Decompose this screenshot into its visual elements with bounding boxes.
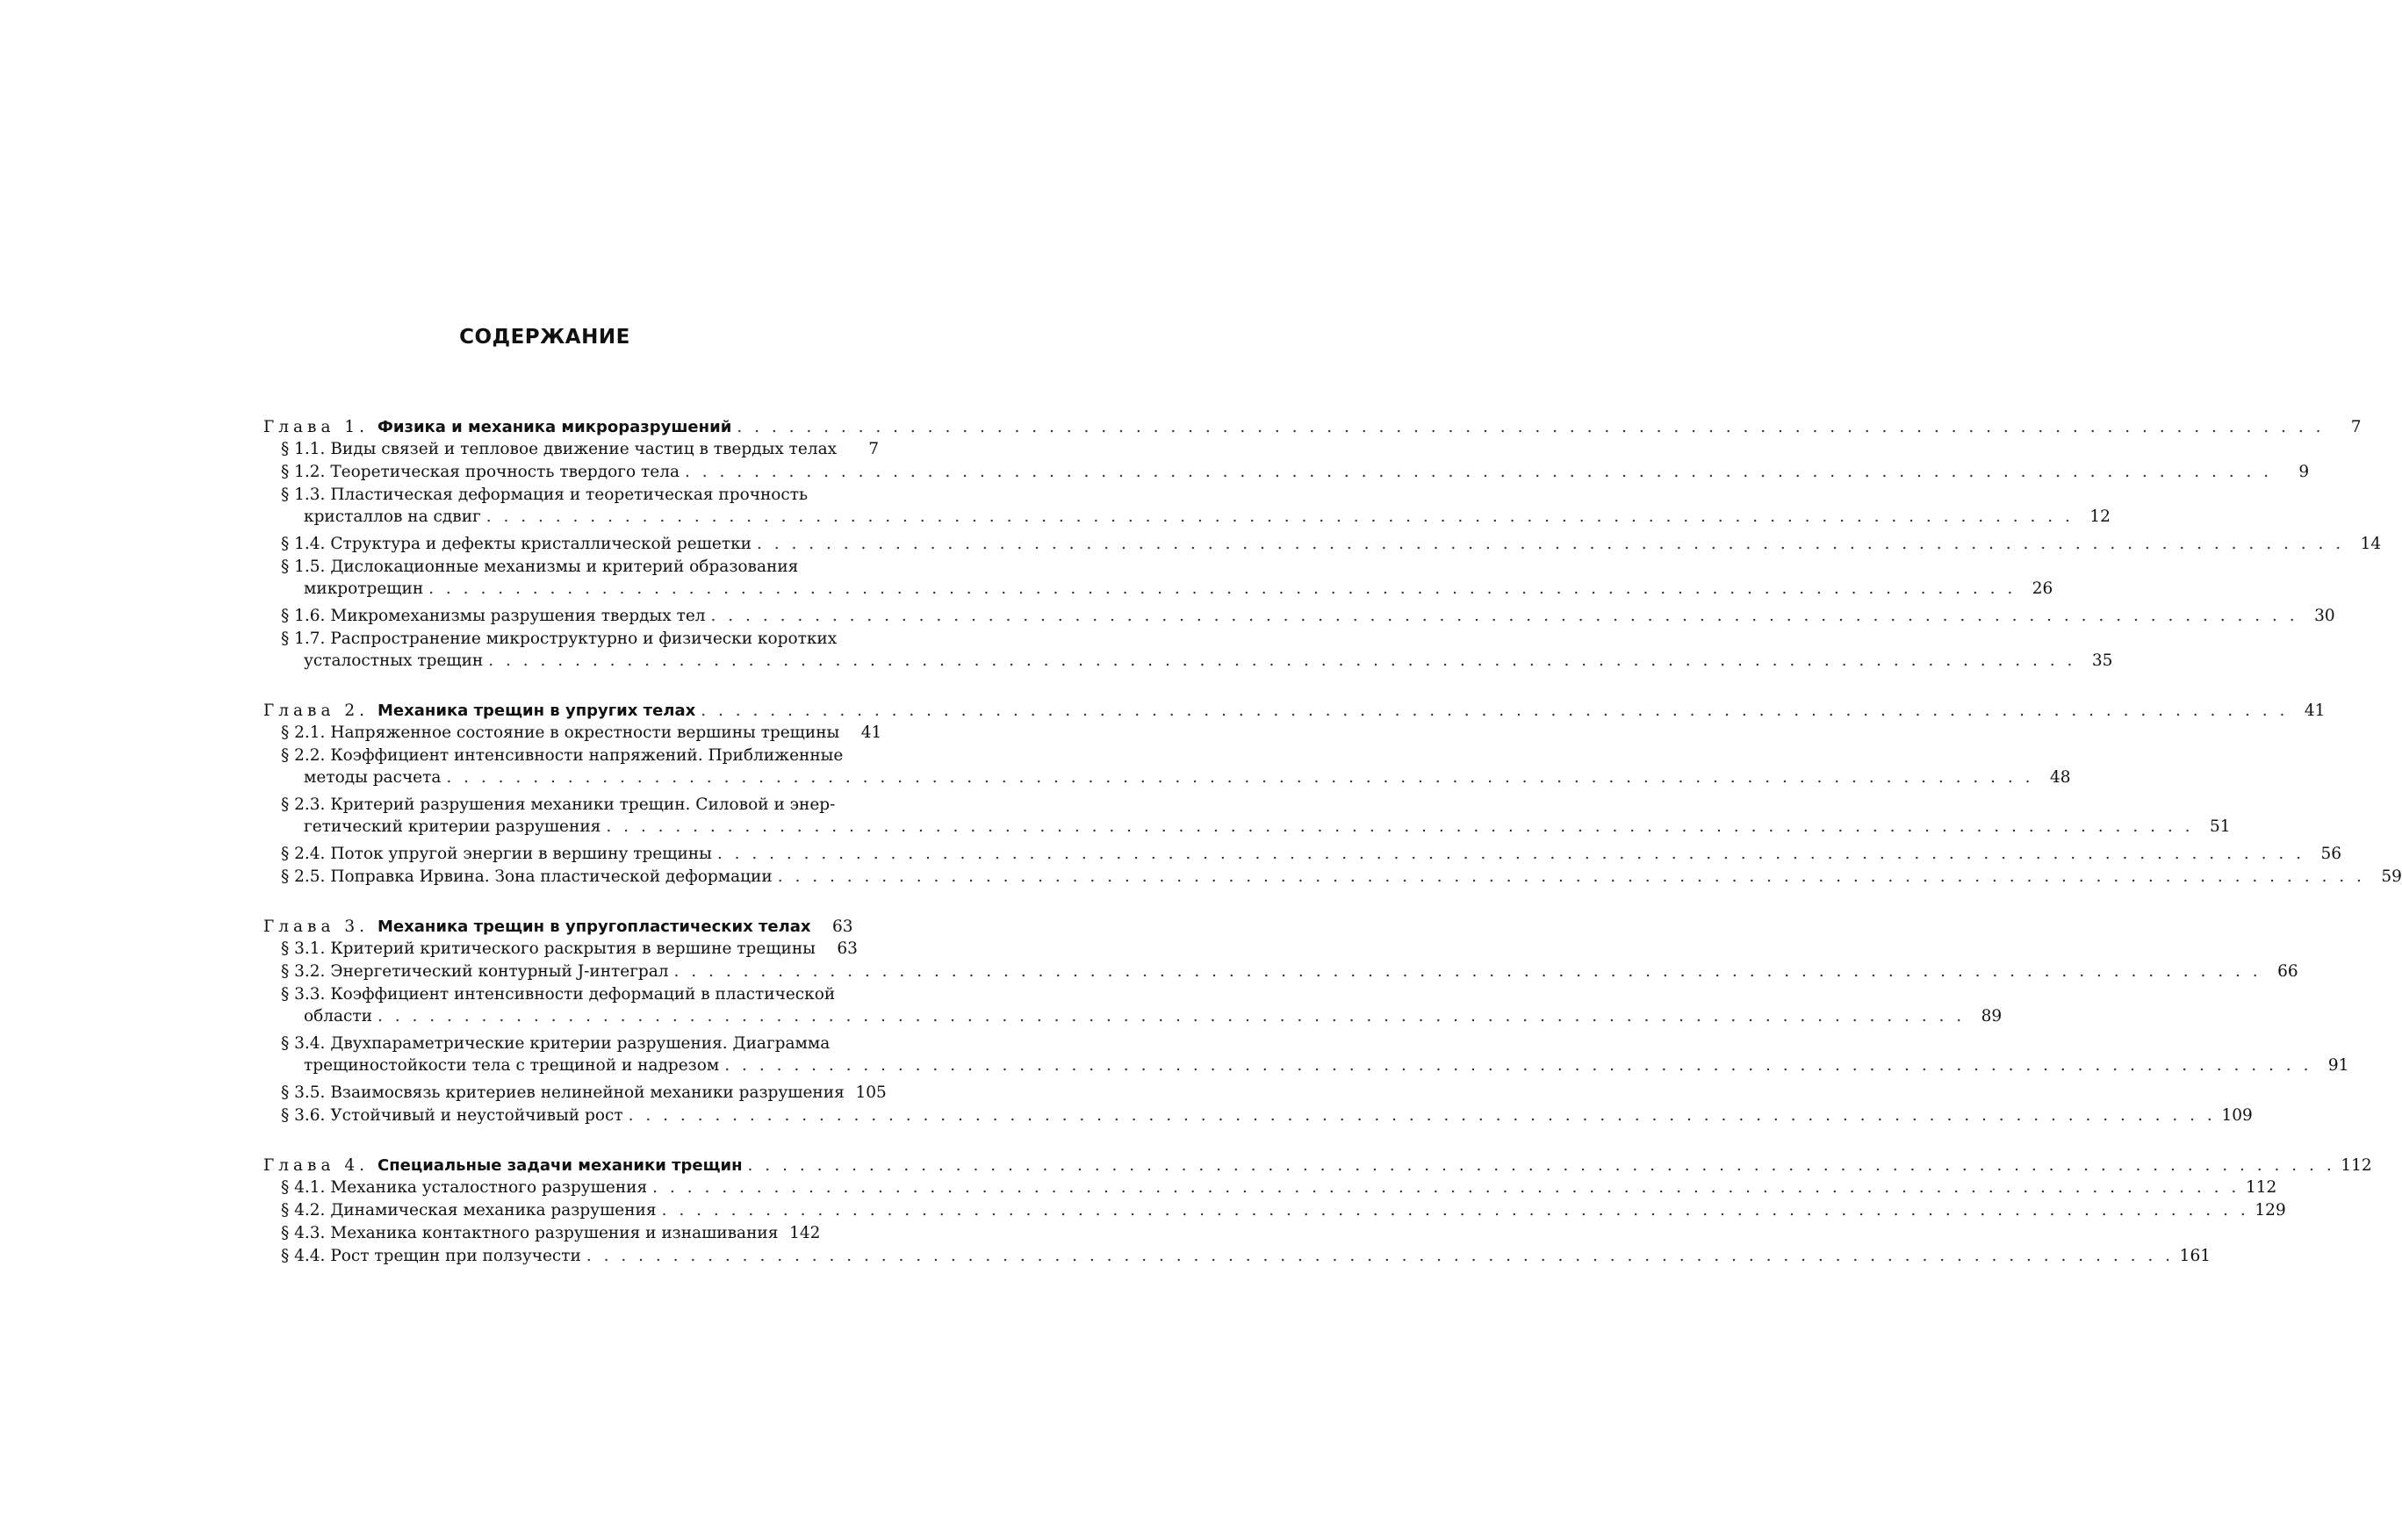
dot-leader: . . . . . . . . . . . . . . . . . . . . . . . . . . . . . . . . . . . . . . . . . . . . . . . . . . . . . . . . . . . . . . . . . . . . . . . . . . . . . . . . . . . . . . . . . . . . [716,845,2305,863]
section-text: § 3.3. Коэффициент интенсивности деформаций в пластической [281,985,836,1004]
section-text: усталостных трещин [304,651,484,670]
section-row [281,938,858,960]
dot-leader: . . . . . . . . . . . . . . . . . . . . . . . . . . . . . . . . . . . . . . . . . . . . . . . . . . . . . . . . . . . . . . . . . . . . . . . . . . . . . . . . . . . . . . . . . . . . [724,1056,2312,1075]
chapter-heading[interactable] [263,700,2326,722]
page-number: 91 [2327,1056,2349,1075]
chapter-label: Глава 2. [263,702,370,720]
table-of-contents [263,416,2402,1295]
section-text: § 1.2. Теоретическая прочность твердого тела [281,463,680,481]
dot-leader: . . . . . . . . . . . . . . . . . . . . . . . . . . . . . . . . . . . . . . . . . . . . . . . . . . . . . . . . . . . . . . . . . . . . . . . . . . . . . . . . . . . . . . . . . . . . [747,1156,2335,1175]
chapter-title: Механика трещин в упругих телах [378,702,696,720]
section-continuation [281,506,2111,528]
section-text: кристаллов на сдвиг [304,507,481,526]
section-text: § 2.3. Критерий разрушения механики трещин. Силовой и энер- [281,795,836,814]
page-number: 109 [2221,1106,2253,1125]
toc-chapter [263,916,2349,1126]
section-text: § 3.5. Взаимосвязь критериев нелинейной механики разрушения [281,1083,845,1102]
chapter-label: Глава 4. [263,1156,370,1175]
page-number: 59 [2381,867,2402,886]
dot-leader: . . . . . . . . . . . . . . . . . . . . . . . . . . . . . . . . . . . . . . . . . . . . . . . . . . . . . . . . . . . . . . . . . . . . . . . . . . . . . . . . . . . . . . . . . . . . [428,579,2017,598]
chapter-title: Физика и механика микроразрушений [378,418,732,436]
chapter-heading[interactable] [263,916,853,938]
section-text: § 4.4. Рост трещин при ползучести [281,1247,581,1265]
section-text: § 1.7. Распространение микроструктурно и физически коротких [281,630,838,648]
section-text: § 3.4. Двухпараметрические критерии разрушения. Диаграмма [281,1034,831,1053]
section-continuation [281,816,2231,838]
section-continuation [281,1054,2349,1076]
section-text: § 2.2. Коэффициент интенсивности напряжений. Приближенные [281,746,844,765]
toc-section[interactable] [263,628,2113,672]
page-number: 48 [2050,768,2071,787]
page-number: 63 [831,918,853,936]
toc-section[interactable] [263,938,858,960]
section-text: § 4.2. Динамическая механика разрушения [281,1201,657,1220]
toc-chapter [263,416,2382,672]
dot-leader: . . . . . . . . . . . . . . . . . . . . . . . . . . . . . . . . . . . . . . . . . . . . . . . . . . . . . . . . . . . . . . . . . . . . . . . . . . . . . . . . . . . . . . . . . . . . [661,1201,2249,1220]
section-text: трещиностойкости тела с трещиной и надрезом [304,1056,720,1075]
section-text: микротрещин [304,579,424,598]
section-continuation [281,650,2113,672]
dot-leader: . . . . . . . . . . . . . . . . . . . . . . . . . . . . . . . . . . . . . . . . . . . . . . . . . . . . . . . . . . . . . . . . . . . . . . . . . . . . . . . . . . . . . . . . . . . . [710,607,2298,625]
dot-leader: . . . . . . . . . . . . . . . . . . . . . . . . . . . . . . . . . . . . . . . . . . . . . . . . . . . . . . . . . . . . . . . . . . . . . . . . . . . . . . . . . . . . . . . . . . . . [488,651,2076,670]
section-row [281,1222,821,1244]
section-text: § 2.5. Поправка Ирвина. Зона пластической деформации [281,867,773,886]
section-text: § 1.4. Структура и дефекты кристаллической решетки [281,535,752,553]
page-number: 26 [2032,579,2053,598]
page-title: СОДЕРЖАНИЕ [459,326,630,349]
section-row [281,843,2341,865]
page-number: 63 [837,939,858,958]
toc-section[interactable] [263,961,2298,982]
toc-section[interactable] [263,866,2402,888]
dot-leader: . . . . . . . . . . . . . . . . . . . . . . . . . . . . . . . . . . . . . . . . . . . . . . . . . . . . . . . . . . . . . . . . . . . . . . . . . . . . . . . . . . . . . . . . . . . . [684,463,2273,481]
toc-section[interactable] [263,461,2310,483]
section-row [281,1245,2211,1267]
toc-section[interactable] [263,843,2341,865]
page-number: 105 [855,1083,887,1102]
page-number: 35 [2091,651,2113,670]
section-text: § 1.5. Дислокационные механизмы и критерий образования [281,558,799,576]
dot-leader: . . . . . . . . . . . . . . . . . . . . . . . . . . . . . . . . . . . . . . . . . . . . . . . . . . . . . . . . . . . . . . . . . . . . . . . . . . . . . . . . . . . . . . . . . . . . [485,507,2074,526]
page-number: 9 [2298,463,2310,481]
section-first-line [281,1033,831,1054]
toc-section[interactable] [263,1082,887,1104]
section-text: § 1.6. Микромеханизмы разрушения твердых тел [281,607,706,625]
section-text: методы расчета [304,768,442,787]
chapter-heading-text [263,1155,743,1177]
dot-leader: . . . . . . . . . . . . . . . . . . . . . . . . . . . . . . . . . . . . . . . . . . . . . . . . . . . . . . . . . . . . . . . . . . . . . . . . . . . . . . . . . . . . . . . . . . . . [446,768,2034,787]
section-first-line [281,628,838,650]
section-first-line [281,484,818,506]
page-number: 51 [2209,817,2231,836]
page-number: 112 [2341,1156,2372,1175]
section-text: § 2.4. Поток упругой энергии в вершину трещины [281,845,712,863]
section-first-line [281,556,818,578]
section-text: гетический критерии разрушения [304,817,601,836]
section-first-line [281,983,836,1005]
toc-section[interactable] [263,533,2382,555]
dot-leader: . . . . . . . . . . . . . . . . . . . . . . . . . . . . . . . . . . . . . . . . . . . . . . . . . . . . . . . . . . . . . . . . . . . . . . . . . . . . . . . . . . . . . . . . . . . . [756,535,2345,553]
section-text: § 3.2. Энергетический контурный J-интеграл [281,962,669,981]
dot-leader: . . . . . . . . . . . . . . . . . . . . . . . . . . . . . . . . . . . . . . . . . . . . . . . . . . . . . . . . . . . . . . . . . . . . . . . . . . . . . . . . . . . . . . . . . . . . [377,1007,1966,1025]
toc-section[interactable] [263,1033,2349,1076]
chapter-label: Глава 1. [263,418,370,436]
section-text: области [304,1007,372,1025]
page-number: 7 [868,440,880,458]
toc-section[interactable] [263,1105,2253,1126]
dot-leader: . . . . . . . . . . . . . . . . . . . . . . . . . . . . . . . . . . . . . . . . . . . . . . . . . . . . . . . . . . . . . . . . . . . . . . . . . . . . . . . . . . . . . . . . . . . . [673,962,2262,981]
chapter-title: Специальные задачи механики трещин [378,1156,743,1175]
dot-leader: . . . . . . . . . . . . . . . . . . . . . . . . . . . . . . . . . . . . . . . . . . . . . . . . . . . . . . . . . . . . . . . . . . . . . . . . . . . . . . . . . . . . . . . . . . . . [652,1178,2240,1197]
page-number: 56 [2320,845,2341,863]
chapter-heading-text [263,700,695,722]
section-text: § 4.3. Механика контактного разрушения и изнашивания [281,1224,779,1242]
section-text: § 3.6. Устойчивый и неустойчивый рост [281,1106,623,1125]
section-text: § 2.1. Напряженное состояние в окрестности вершины трещины [281,723,840,742]
toc-section[interactable] [263,722,882,744]
page-number: 7 [2350,418,2362,436]
toc-section[interactable] [263,794,2231,838]
dot-leader: . . . . . . . . . . . . . . . . . . . . . . . . . . . . . . . . . . . . . . . . . . . . . . . . . . . . . . . . . . . . . . . . . . . . . . . . . . . . . . . . . . . . . . . . . . . . [628,1106,2216,1125]
dot-leader: . . . . . . . . . . . . . . . . . . . . . . . . . . . . . . . . . . . . . . . . . . . . . . . . . . . . . . . . . . . . . . . . . . . . . . . . . . . . . . . . . . . . . . . . . . . . [606,817,2194,836]
dot-leader: . . . . . . . . . . . . . . . . . . . . . . . . . . . . . . . . . . . . . . . . . . . . . . . . . . . . . . . . . . . . . . . . . . . . . . . . . . . . . . . . . . . . . . . . . . . . [701,702,2289,720]
section-row [281,1082,887,1104]
page-number: 66 [2277,962,2298,981]
chapter-heading-text [263,916,811,938]
page-number: 161 [2179,1247,2211,1265]
page-number: 89 [1981,1007,2003,1025]
section-continuation [281,1005,2003,1027]
section-first-line [281,794,836,816]
toc-section[interactable] [263,745,2071,788]
section-row [281,438,880,460]
toc-section[interactable] [263,1199,2286,1221]
toc-section[interactable] [263,605,2335,627]
page-number: 12 [2089,507,2111,526]
dot-leader: . . . . . . . . . . . . . . . . . . . . . . . . . . . . . . . . . . . . . . . . . . . . . . . . . . . . . . . . . . . . . . . . . . . . . . . . . . . . . . . . . . . . . . . . . . . . [777,867,2365,886]
section-continuation [281,766,2071,788]
section-row [281,722,882,744]
page-number: 112 [2246,1178,2277,1197]
page-number: 41 [2304,702,2326,720]
page-number: 30 [2314,607,2335,625]
section-first-line [281,745,844,766]
page-number: 129 [2255,1201,2286,1220]
section-text: § 3.1. Критерий критического раскрытия в вершине трещины [281,939,816,958]
section-row [281,961,2298,982]
toc-section[interactable] [263,1177,2277,1198]
section-text: § 1.3. Пластическая деформация и теоретическая прочность [281,486,809,504]
section-row [281,866,2402,888]
section-text: § 4.1. Механика усталостного разрушения [281,1178,648,1197]
toc-section[interactable] [263,556,2053,600]
chapter-heading[interactable] [263,416,2362,438]
section-row [281,461,2310,483]
toc-section[interactable] [263,983,2003,1027]
toc-chapter [263,700,2402,888]
toc-section[interactable] [263,438,880,460]
section-continuation [281,578,2053,600]
section-text: § 1.1. Виды связей и тепловое движение частиц в твердых телах [281,440,838,458]
toc-section[interactable] [263,484,2111,528]
page-number: 14 [2360,535,2382,553]
dot-leader: . . . . . . . . . . . . . . . . . . . . . . . . . . . . . . . . . . . . . . . . . . . . . . . . . . . . . . . . . . . . . . . . . . . . . . . . . . . . . . . . . . . . . . . . . . . . [737,418,2325,436]
toc-chapter [263,1155,2372,1267]
section-row [281,1177,2277,1198]
chapter-heading-text [263,416,731,438]
section-row [281,1199,2286,1221]
toc-section[interactable] [263,1222,821,1244]
toc-section[interactable] [263,1245,2211,1267]
chapter-heading[interactable] [263,1155,2372,1177]
chapter-label: Глава 3. [263,918,370,936]
section-row [281,533,2382,555]
page-number: 41 [860,723,882,742]
dot-leader: . . . . . . . . . . . . . . . . . . . . . . . . . . . . . . . . . . . . . . . . . . . . . . . . . . . . . . . . . . . . . . . . . . . . . . . . . . . . . . . . . . . . . . . . . . . . [586,1247,2174,1265]
section-row [281,1105,2253,1126]
chapter-title: Механика трещин в упругопластических телах [378,918,811,936]
page-number: 142 [789,1224,821,1242]
section-row [281,605,2335,627]
